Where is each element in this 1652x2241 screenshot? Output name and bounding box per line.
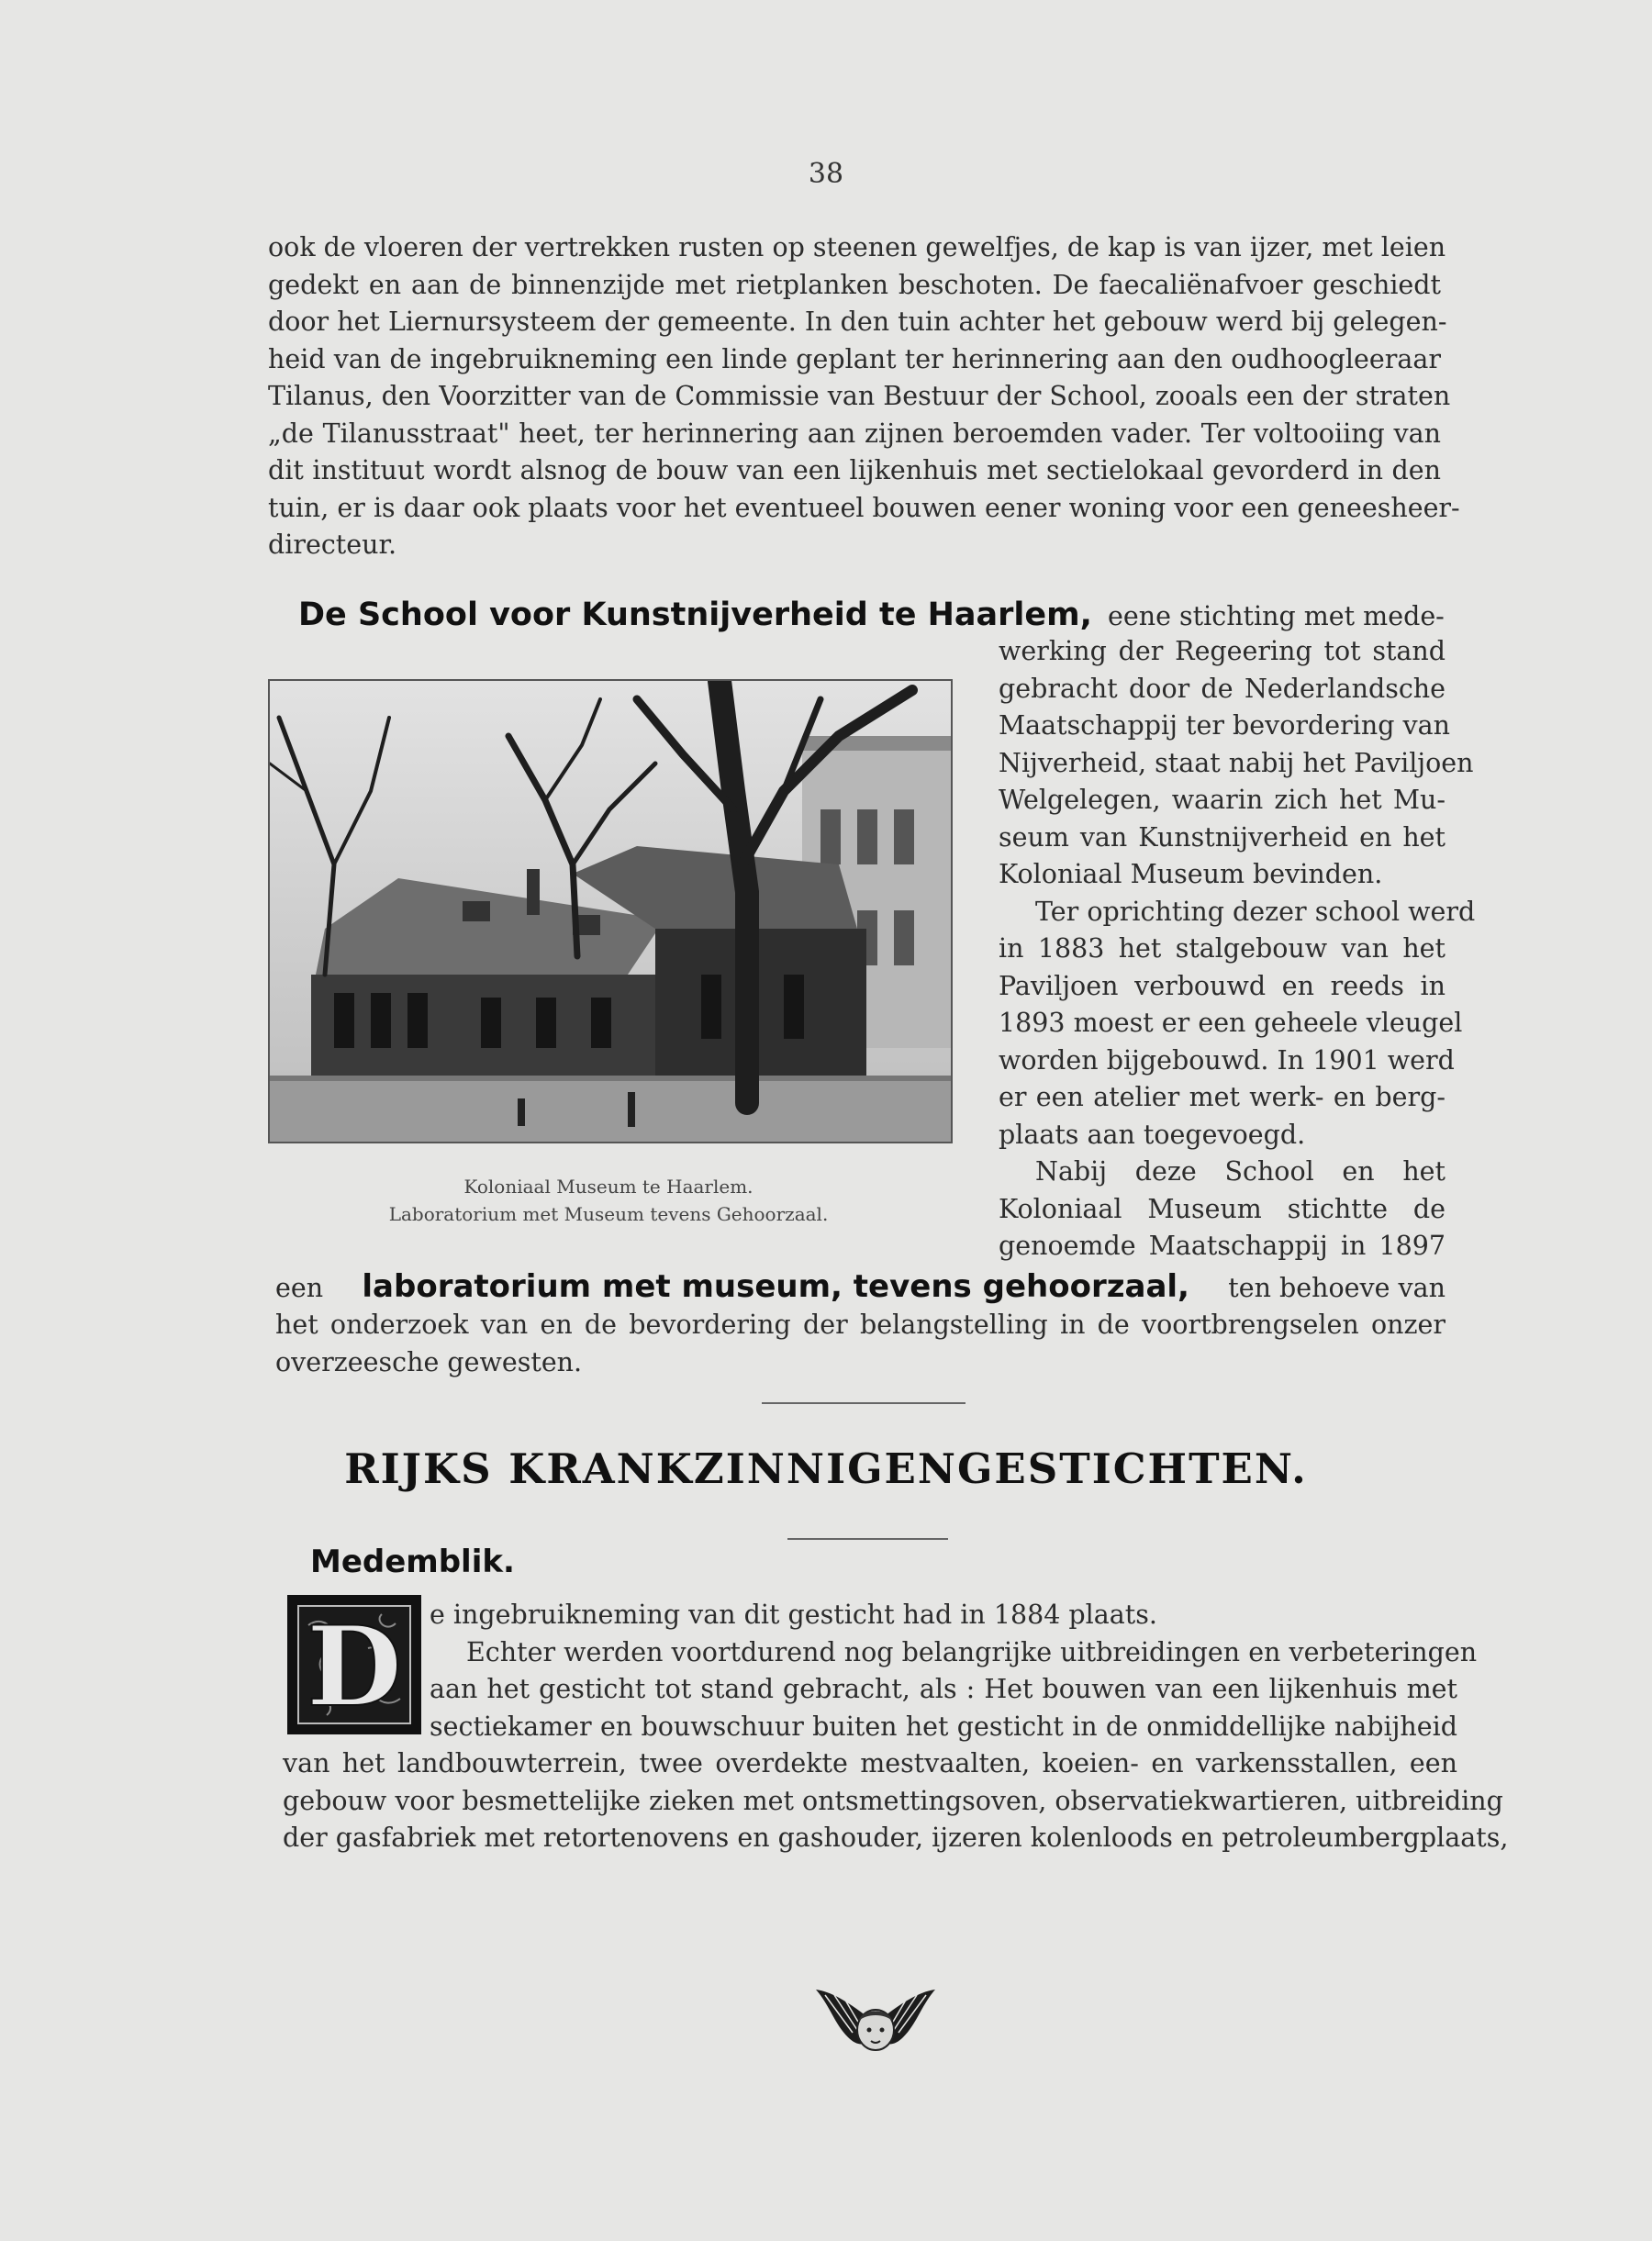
photo-koloniaal-museum — [268, 679, 953, 1143]
text-line: ook de vloeren der vertrekken rusten op steenen gewelfjes, de kap is van ijzer, met leien — [268, 232, 1446, 262]
lab-suffix: ten behoeve van — [1228, 1273, 1446, 1303]
text-line: gedekt en aan de binnenzijde met rietplanken beschoten. De faecaliënafvoer geschiedt — [268, 269, 1441, 300]
text-line: worden bijgebouwd. In 1901 werd — [999, 1044, 1455, 1076]
intro-paragraph — [268, 229, 1460, 564]
text-line: Paviljoen verbouwd en reeds in — [999, 970, 1446, 1001]
text-line: Nabij deze School en het — [1035, 1156, 1446, 1187]
sub-heading: Medemblik. — [310, 1544, 515, 1580]
school-heading-line — [298, 596, 1446, 633]
text-line: heid van de ingebruikneming een linde geplant ter herinnering aan den oudhoogleeraar — [268, 343, 1441, 374]
divider — [762, 1402, 966, 1404]
text-line: Koloniaal Museum stichtte de — [999, 1193, 1446, 1224]
school-heading-tail: eene stichting met mede- — [1108, 601, 1445, 631]
caption-line: Koloniaal Museum te Haarlem. — [463, 1176, 753, 1198]
text-line: gebracht door de Nederlandsche — [999, 673, 1446, 704]
lab-prefix: een — [275, 1273, 324, 1303]
text-line: er een atelier met werk- en berg- — [999, 1082, 1446, 1112]
text-line: Tilanus, den Voorzitter van de Commissie van Bestuur der School, zooals een der straten — [268, 381, 1451, 411]
medemblik-paragraph — [283, 1745, 1509, 1857]
lab-heading: laboratorium met museum, tevens gehoorzaal, — [362, 1268, 1189, 1305]
drop-cap-frame — [297, 1602, 411, 1732]
text-line: Maatschappij ter bevordering van — [999, 710, 1451, 741]
text-line: werking der Regeering tot stand — [999, 636, 1446, 666]
text-line: in 1883 het stalgebouw van het — [999, 933, 1446, 964]
text-line: Koloniaal Museum bevinden. — [999, 859, 1383, 889]
school-heading: De School voor Kunstnijverheid te Haarlem, — [298, 596, 1092, 633]
text-line: der gasfabriek met retortenovens en gashouder, ijzeren kolenloods en petroleumbergplaats, — [283, 1823, 1509, 1853]
text-line: sectiekamer en bouwschuur buiten het gesticht in de onmiddellijke nabijheid — [430, 1711, 1457, 1742]
text-line: Nijverheid, staat nabij het Paviljoen — [999, 747, 1474, 778]
text-line: overzeesche gewesten. — [275, 1346, 583, 1377]
text-line: gebouw voor besmettelijke zieken met ontsmettingsoven, observatiekwartieren, uitbreiding — [283, 1785, 1503, 1816]
text-line: plaats aan toegevoegd. — [999, 1119, 1306, 1150]
text-line: Echter werden voortdurend nog belangrijke uitbreidingen en verbeteringen — [466, 1636, 1478, 1667]
lab-heading-line — [275, 1268, 1446, 1305]
text-line: door het Liernursysteem der gemeente. In den tuin achter het gebouw werd bij gelegen- — [268, 307, 1447, 337]
building-photo-illustration — [270, 681, 951, 1142]
text-line: van het landbouwterrein, twee overdekte mestvaalten, koeien- en varkensstallen, een — [283, 1748, 1457, 1778]
caption-line: Laboratorium met Museum tevens Gehoorzaal. — [388, 1203, 829, 1225]
medemblik-dropcap-paragraph — [430, 1597, 1478, 1745]
text-line: „de Tilanusstraat" heet, ter herinnering aan zijnen beroemden vader. Ter voltooiing van — [268, 418, 1441, 449]
section-heading: RIJKS KRANKZINNIGENGESTICHTEN. — [344, 1444, 1308, 1493]
divider — [787, 1538, 948, 1540]
text-line: Ter oprichting dezer school werd — [1035, 896, 1476, 927]
text-line: het onderzoek van en de bevordering der belangstelling in de voortbrengselen onzer — [275, 1310, 1446, 1340]
text-line: aan het gesticht tot stand gebracht, als : Het bouwen van een lijkenhuis met — [430, 1674, 1457, 1704]
cherub-ornament-icon — [811, 1982, 940, 2065]
text-line: Welgelegen, waarin zich het Mu- — [999, 785, 1446, 815]
school-right-column — [999, 633, 1476, 1265]
text-line: e ingebruikneming van dit gesticht had in 1884 plaats. — [430, 1600, 1157, 1630]
text-line: 1893 moest er een geheele vleugel — [999, 1008, 1463, 1038]
text-line: directeur. — [268, 530, 397, 560]
drop-cap-letter: D — [306, 1602, 403, 1732]
text-line: tuin, er is daar ook plaats voor het eventueel bouwen eener woning voor een geneesheer- — [268, 492, 1460, 523]
lab-paragraph — [275, 1307, 1446, 1381]
drop-cap — [287, 1595, 421, 1734]
photo-caption — [268, 1173, 949, 1228]
text-line: dit instituut wordt alsnog de bouw van een lijkenhuis met sectielokaal gevorderd in den — [268, 455, 1441, 485]
text-line: genoemde Maatschappij in 1897 — [999, 1231, 1446, 1261]
page-number: 38 — [808, 158, 844, 190]
text-line: seum van Kunstnijverheid en het — [999, 821, 1446, 853]
